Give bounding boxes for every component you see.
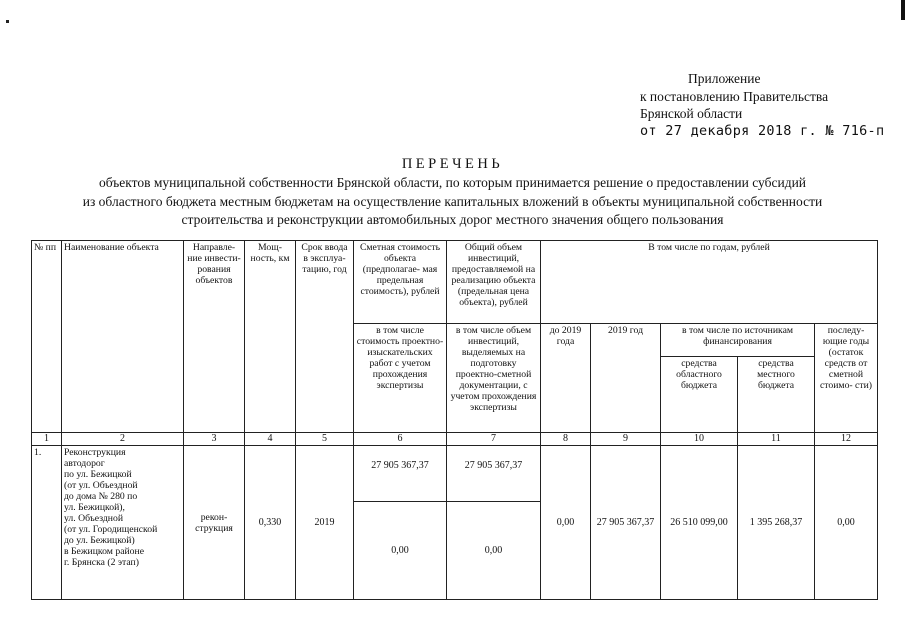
subheading-line-2: из областного бюджета местным бюджетам на осуществление капитальных вложений в объекты муниципальной собственности xyxy=(82,193,823,209)
objects-table xyxy=(31,240,878,600)
approval-date-line: от 27 декабря 2018 г. № 716-п xyxy=(640,122,885,139)
colnum-4: 4 xyxy=(245,433,296,446)
header-cost-design: в том числе стоимость проектно- изыскательских работ с учетом прохождения экспертизы xyxy=(354,324,447,433)
header-name: Наименование объекта xyxy=(62,241,184,433)
table-row xyxy=(32,446,878,502)
scan-dot xyxy=(6,20,9,23)
colnum-10: 10 xyxy=(661,433,738,446)
row-local-budget: 1 395 268,37 xyxy=(738,446,815,600)
document-heading: ПЕРЕЧЕНЬ xyxy=(401,156,504,172)
object-name-line: ул. Объездной xyxy=(64,513,123,524)
colnum-1: 1 xyxy=(32,433,62,446)
object-name-line: в Бежицком районе xyxy=(64,546,145,557)
header-next-years: последу- ющие годы (остаток средств от сметной стоимо- сти) xyxy=(815,324,878,433)
row-invest: 27 905 367,37 xyxy=(447,446,541,502)
subheading-line-1: объектов муниципальной собственности Брянской области, по которым принимается решение о предоставлении субсидий xyxy=(98,175,807,190)
row-regional-budget: 26 510 099,00 xyxy=(661,446,738,600)
colnum-12: 12 xyxy=(815,433,878,446)
row-direction: рекон- струкция xyxy=(184,446,245,600)
row-object-name xyxy=(62,446,184,600)
row-invest-design: 0,00 xyxy=(447,502,541,600)
row-power: 0,330 xyxy=(245,446,296,600)
object-name-line: ул. Бежицкой), xyxy=(64,502,125,513)
row-before-2019: 0,00 xyxy=(541,446,591,600)
colnum-3: 3 xyxy=(184,433,245,446)
header-term: Срок ввода в эксплуа- тацию, год xyxy=(296,241,354,433)
object-name-line: (от ул. Объездной xyxy=(64,480,138,491)
row-2019: 27 905 367,37 xyxy=(591,446,661,600)
row-next-years: 0,00 xyxy=(815,446,878,600)
object-name-line: до дома № 280 по xyxy=(64,491,138,502)
column-numbers-row xyxy=(32,433,878,446)
object-name-line: автодорог xyxy=(64,458,105,469)
document-subheading xyxy=(0,174,905,230)
colnum-5: 5 xyxy=(296,433,354,446)
colnum-8: 8 xyxy=(541,433,591,446)
object-name-line: (от ул. Городищенской xyxy=(64,524,158,535)
header-local-budget: средства местного бюджета xyxy=(738,357,815,433)
row-term: 2019 xyxy=(296,446,354,600)
colnum-2: 2 xyxy=(62,433,184,446)
header-cost: Сметная стоимость объекта (предполагае- мая предельная стоимость), рублей xyxy=(354,241,447,324)
row-num: 1. xyxy=(32,446,62,600)
subheading-line-3: строительства и реконструкции автомобильных дорог местного значения общего пользования xyxy=(181,212,724,227)
header-row-1 xyxy=(32,241,878,324)
colnum-6: 6 xyxy=(354,433,447,446)
header-by-years: В том числе по годам, рублей xyxy=(541,241,878,324)
colnum-7: 7 xyxy=(447,433,541,446)
approval-line-1: к постановлению Правительства xyxy=(640,88,829,104)
object-name-line: по ул. Бежицкой xyxy=(64,469,132,480)
approval-title: Приложение xyxy=(688,71,761,86)
object-name-line: Реконструкция xyxy=(64,447,126,458)
header-invest-design: в том числе объем инвестиций, выделяемых на подготовку проектно-сметной документации, с учетом прохождения экспертизы xyxy=(447,324,541,433)
approval-line-2: Брянской области xyxy=(640,106,743,121)
header-num: № пп xyxy=(32,241,62,433)
header-direction: Направле- ние инвести- рования объектов xyxy=(184,241,245,433)
header-before-2019: до 2019 года xyxy=(541,324,591,433)
object-name-line: до ул. Бежицкой) xyxy=(64,535,135,546)
row-cost-design: 0,00 xyxy=(354,502,447,600)
approval-block xyxy=(640,70,900,140)
colnum-11: 11 xyxy=(738,433,815,446)
row-cost: 27 905 367,37 xyxy=(354,446,447,502)
header-including: в том числе по источникам финансирования xyxy=(661,324,815,357)
header-invest: Общий объем инвестиций, предоставляемой на реализацию объекта (предельная цена объекта), рублей xyxy=(447,241,541,324)
colnum-9: 9 xyxy=(591,433,661,446)
object-name-line: г. Брянска (2 этап) xyxy=(64,557,139,568)
header-2019: 2019 год xyxy=(591,324,661,433)
header-power: Мощ- ность, км xyxy=(245,241,296,433)
scan-edge-mark xyxy=(901,0,905,20)
header-regional-budget: средства областного бюджета xyxy=(661,357,738,433)
